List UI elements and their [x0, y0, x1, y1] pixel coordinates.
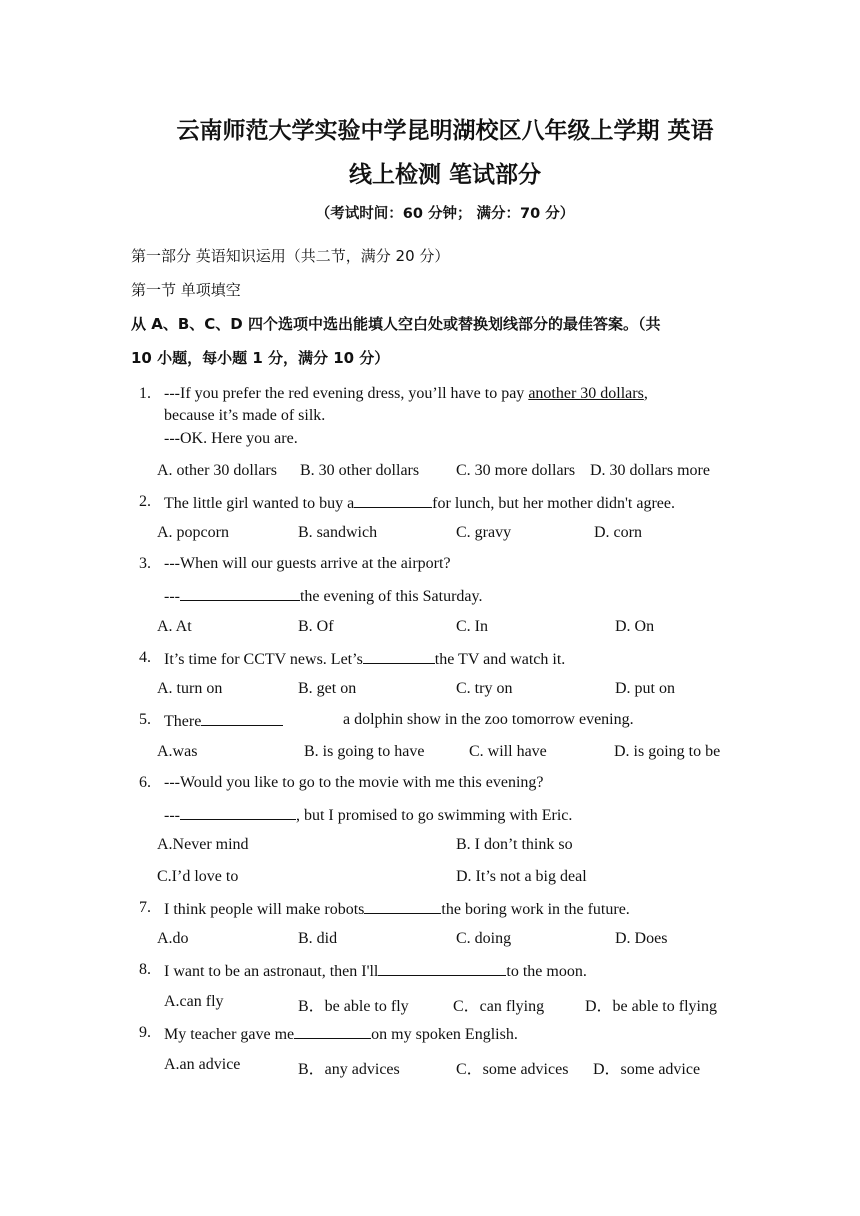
- option-a: A. At: [157, 618, 192, 635]
- option-a: A. turn on: [157, 680, 223, 697]
- option-c: C. doing: [456, 930, 512, 947]
- option-d: D. is going to be: [614, 743, 721, 760]
- exam-info: （考试时间：60 分钟； 满分：70 分）: [315, 206, 575, 222]
- answer-blank: [378, 961, 506, 976]
- underlined-phrase: another 30 dollars: [528, 385, 644, 402]
- option-b: B. 30 other dollars: [300, 462, 420, 479]
- option-b: B. did: [298, 930, 338, 947]
- question-text: ---Would you like to go to the movie with me this evening?: [164, 774, 544, 791]
- question-number: 1.: [139, 385, 151, 402]
- option-b: B. is going to have: [304, 743, 425, 760]
- question-text-part: a dolphin show in the zoo tomorrow evening.: [343, 711, 634, 728]
- question-text: [164, 649, 565, 669]
- option-b: B．any advices: [298, 1061, 400, 1078]
- answer-blank: [354, 493, 432, 508]
- question-text-continued: because it’s made of silk.: [164, 407, 326, 424]
- option-d: D. 30 dollars more: [590, 462, 710, 479]
- question-number: 4.: [139, 649, 151, 666]
- question-number: 8.: [139, 961, 151, 978]
- question-text-part: The little girl wanted to buy a: [164, 495, 355, 512]
- question-text-part: It’s time for CCTV news. Let’s: [164, 651, 363, 668]
- question-number: 2.: [139, 493, 151, 510]
- option-c: C. will have: [469, 743, 547, 760]
- answer-blank: [201, 711, 283, 726]
- question-text-part: , but I promised to go swimming with Eric.: [295, 807, 573, 824]
- question-text-part: to the moon.: [506, 963, 587, 980]
- option-d: D. Does: [615, 930, 668, 947]
- option-c: C.I’d love to: [157, 868, 239, 885]
- instruction-line2: 10 小题，每小题 1 分，满分 10 分）: [131, 349, 390, 367]
- question-text-part: My teacher gave me: [164, 1026, 295, 1043]
- page-subtitle: 线上检测 笔试部分: [348, 162, 541, 188]
- answer-blank: [180, 586, 300, 601]
- option-d: D. It’s not a big deal: [456, 868, 587, 885]
- question-text-part: ---: [164, 588, 180, 605]
- question-text: [164, 1024, 518, 1044]
- question-number: 5.: [139, 711, 151, 728]
- question-text-part: for lunch, but her mother didn't agree.: [432, 495, 675, 512]
- dialogue-reply: ---OK. Here you are.: [164, 430, 298, 447]
- answer-line: [164, 805, 572, 825]
- page-title: 云南师范大学实验中学昆明湖校区八年级上学期 英语: [176, 118, 714, 144]
- question-text-part: the evening of this Saturday.: [299, 588, 483, 605]
- question-text-part: I want to be an astronaut, then I'll: [164, 963, 379, 980]
- answer-blank: [294, 1024, 371, 1039]
- question-text: [164, 385, 648, 403]
- question-text: [164, 493, 675, 513]
- question-number: 6.: [139, 774, 151, 791]
- option-c: C．can flying: [453, 998, 545, 1015]
- question-text-part: I think people will make robots: [164, 901, 365, 918]
- option-d: D. corn: [594, 524, 642, 541]
- option-d: D．be able to flying: [585, 998, 717, 1015]
- question-text-part: ,: [643, 385, 648, 402]
- option-a: A. other 30 dollars: [157, 462, 277, 479]
- option-d: D. On: [615, 618, 655, 635]
- question-text: [164, 711, 283, 731]
- question-text: [164, 899, 630, 919]
- question-text: ---When will our guests arrive at the airport?: [164, 555, 451, 572]
- option-c: C. In: [456, 618, 488, 635]
- part1-title: 第一部分 英语知识运用（共二节，满分 20 分）: [131, 247, 450, 265]
- question-number: 7.: [139, 899, 151, 916]
- option-c: C．some advices: [456, 1061, 569, 1078]
- option-d: D．some advice: [593, 1061, 701, 1078]
- instruction-line1: 从 A、B、C、D 四个选项中选出能填人空白处或替换划线部分的最佳答案。（共: [131, 315, 661, 333]
- question-text-part: ---: [164, 807, 180, 824]
- answer-line: [164, 586, 482, 606]
- answer-blank: [364, 899, 441, 914]
- option-a: A.do: [157, 930, 189, 947]
- option-b: B. sandwich: [298, 524, 378, 541]
- question-text-part: There: [164, 713, 202, 730]
- option-a: A. popcorn: [157, 524, 229, 541]
- answer-blank: [363, 649, 435, 664]
- option-b: B．be able to fly: [298, 998, 409, 1015]
- option-c: C. gravy: [456, 524, 512, 541]
- question-number: 3.: [139, 555, 151, 572]
- option-c: C. try on: [456, 680, 513, 697]
- section1-title: 第一节 单项填空: [131, 281, 241, 299]
- question-text-part: the boring work in the future.: [441, 901, 630, 918]
- option-a: A.Never mind: [157, 836, 249, 853]
- option-a: A.can fly: [164, 993, 224, 1010]
- option-c: C. 30 more dollars: [456, 462, 576, 479]
- question-text-part: ---If you prefer the red evening dress, you’ll have to pay: [164, 385, 529, 402]
- question-number: 9.: [139, 1024, 151, 1041]
- option-b: B. Of: [298, 618, 334, 635]
- option-b: B. I don’t think so: [456, 836, 573, 853]
- option-a: A.was: [157, 743, 198, 760]
- answer-blank: [180, 805, 296, 820]
- question-text: [164, 961, 587, 981]
- option-a: A.an advice: [164, 1056, 241, 1073]
- option-b: B. get on: [298, 680, 357, 697]
- question-text-part: on my spoken English.: [371, 1026, 518, 1043]
- option-d: D. put on: [615, 680, 675, 697]
- question-text-part: the TV and watch it.: [434, 651, 566, 668]
